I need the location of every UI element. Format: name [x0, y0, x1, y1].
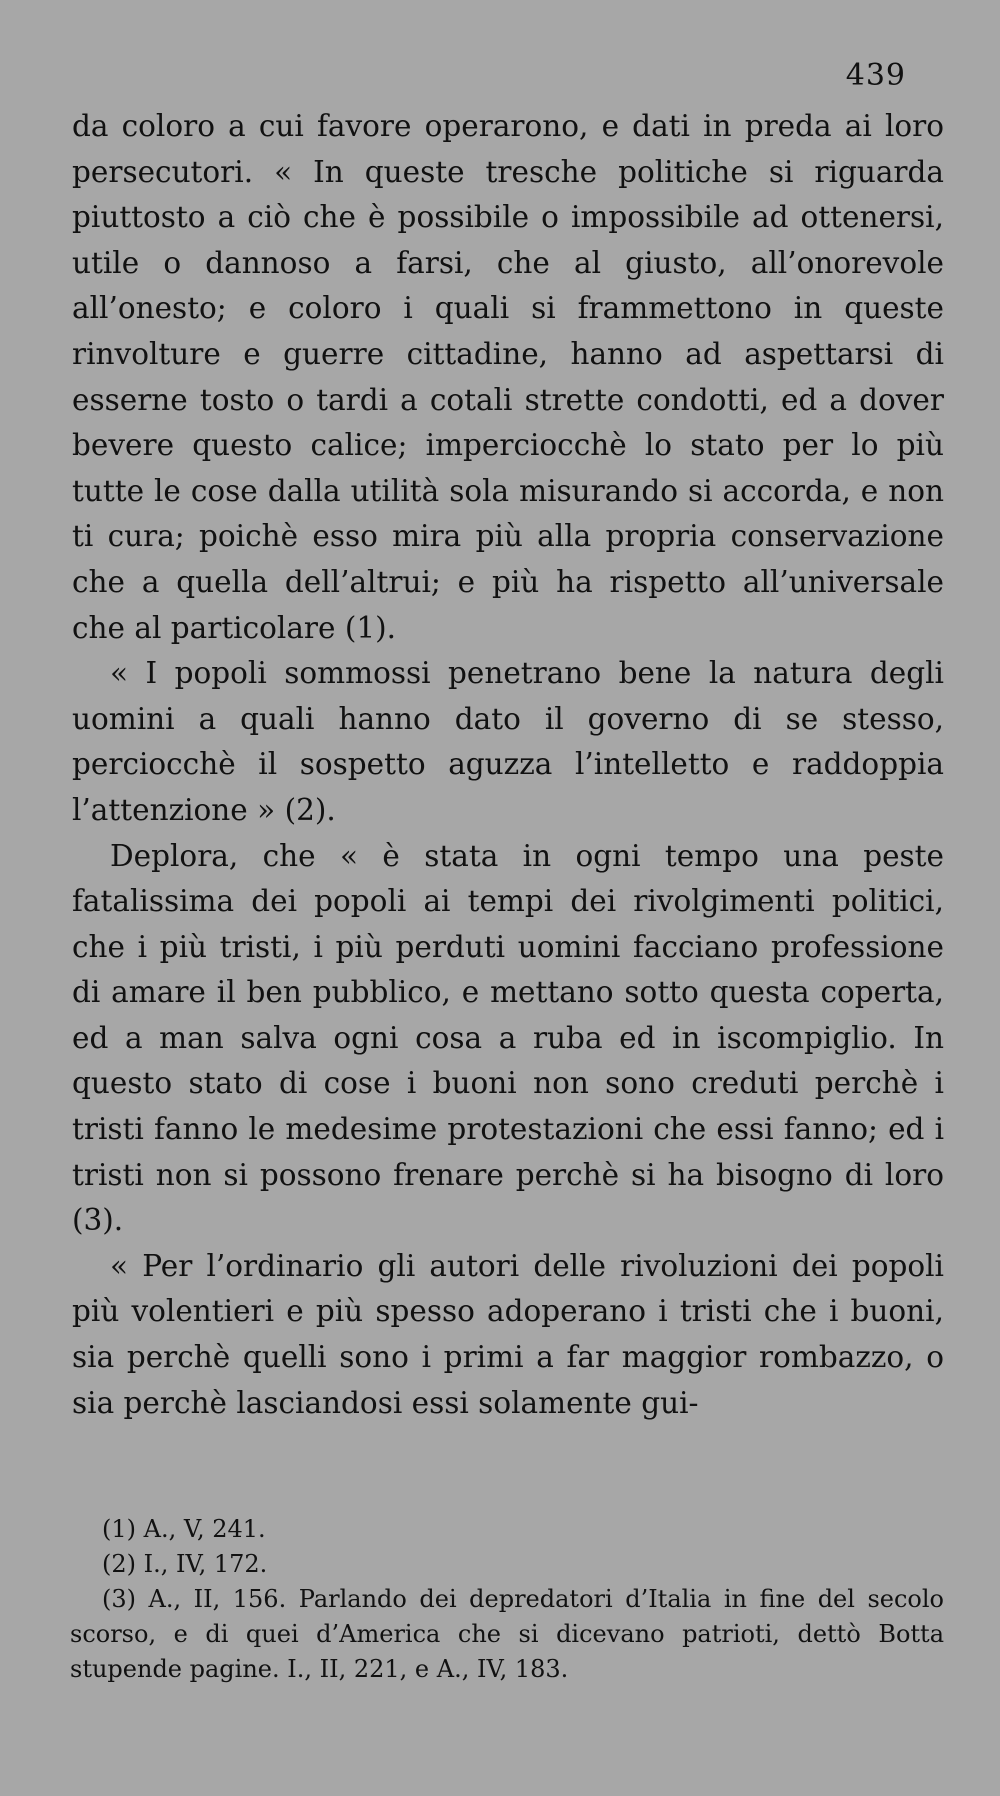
paragraph: « I popoli sommossi penetrano bene la natura degli uomini a quali hanno dato il governo di se stesso, perciocchè il sospetto aguzza l’intelletto e raddoppia l’attenzione » (2). [72, 656, 944, 827]
paragraph: « Per l’ordinario gli autori delle rivoluzioni dei popoli più volentieri e più spesso adoperano i tristi che i buoni, sia perchè quelli sono i primi a far maggior rombazzo, o sia perchè lasciandosi essi solamente gui- [72, 1248, 944, 1420]
footnote: (2) I., IV, 172. [102, 1550, 268, 1578]
main-text [72, 104, 944, 1426]
footnote: (3) A., II, 156. Parlando dei depredatori d’Italia in fine del secolo scorso, e di quei d’America che si dicevano patrioti, dettò Botta stupende pagine. I., II, 221, e A., IV, 183. [70, 1585, 944, 1683]
paragraph: da coloro a cui favore operarono, e dati in preda ai loro persecutori. « In queste tresche politiche si riguarda piuttosto a ciò che è possibile o impossibile ad ottenersi, utile o dannoso a farsi, che al giusto, all’onorevole all’onesto; e coloro i quali si frammettono in queste rinvolture e guerre cittadine, hanno ad aspettarsi di esserne tosto o tardi a cotali strette condotti, ed a dover bevere questo calice; imperciocchè lo stato per lo più tutte le cose dalla utilità sola misurando si accorda, e non ti cura; poichè esso mira più alla propria conservazione che a quella dell’altrui; e più ha rispetto all’universale che al particolare (1). [72, 109, 944, 645]
paragraph: Deplora, che « è stata in ogni tempo una peste fatalissima dei popoli ai tempi dei rivolgimenti politici, che i più tristi, i più perduti uomini facciano professione di amare il ben pubblico, e mettano sotto questa coperta, ed a man salva ogni cosa a ruba ed in iscompiglio. In questo stato di cose i buoni non sono creduti perchè i tristi fanno le medesime protestazioni che essi fanno; ed i tristi non si possono frenare perchè si ha bisogno di loro (3). [72, 838, 944, 1238]
footnote: (1) A., V, 241. [102, 1515, 266, 1543]
footnotes [70, 1512, 944, 1687]
page-number: 439 [845, 58, 906, 93]
